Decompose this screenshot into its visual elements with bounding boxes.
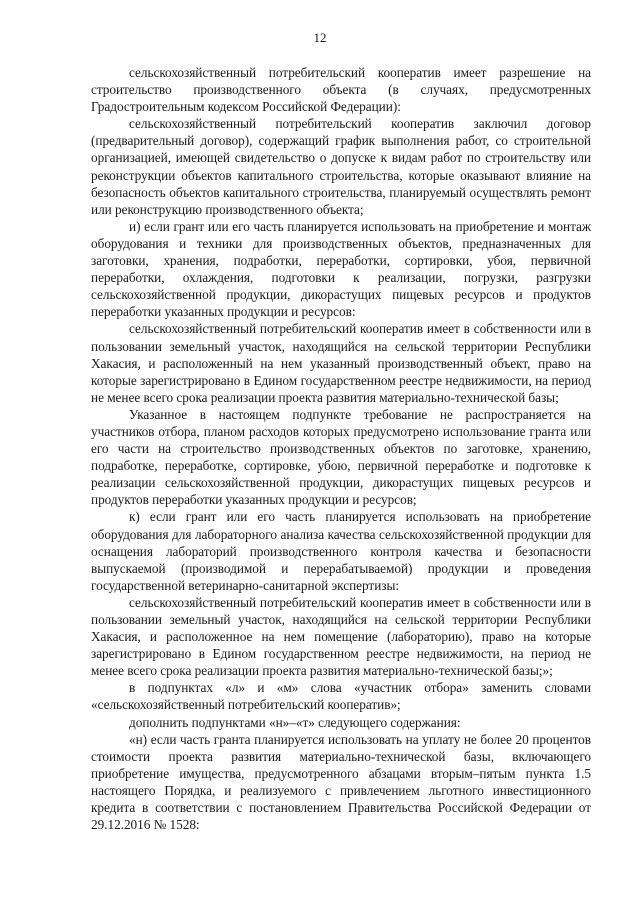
paragraph: «н) если часть гранта планируется использовать на уплату не более 20 процентов стоимости проекта развития материально-технической базы, включающего приобретение имущества, предусмотренного абзацами вторым–пятым пункта 1.5 настоящего Порядка, и реализуемого с привлечением льготного инвестиционного кредита в соответствии с постановлением Правительства Российской Федерации от 29.12.2016 № 1528: (91, 731, 591, 833)
page-number: 12 (313, 30, 327, 45)
paragraph: к) если грант или его часть планируется использовать на приобретение оборудования для лабораторного анализа качества сельскохозяйственной продукции для оснащения лабораторий производственного контроля качества и безопасности выпускаемой (производимой и перерабатываемой) продукции и проведения государственной ветеринарно-санитарной экспертизы: (91, 509, 591, 593)
paragraph: Указанное в настоящем подпункте требование не распространяется на участников отбора, планом расходов которых предусмотрено использование гранта или его части на строительство производственных объектов по заготовке, хранению, подработке, переработке, сортировке, убою, первичной переработке и подготовке к реализации сельскохозяйственной продукции, дикорастущих пищевых ресурсов и продуктов переработки указанных продукции и ресурсов; (91, 406, 591, 508)
paragraph: сельскохозяйственный потребительский кооператив имеет в собственности или в пользовании земельный участок, находящийся на сельской территории Республики Хакасия, и расположенный на нем указанный производственный объект, право на которые зарегистрировано в Едином государственном реестре недвижимости, на период не менее всего срока реализации проекта развития материально-технической базы; (91, 321, 591, 405)
paragraph: в подпунктах «л» и «м» слова «участник отбора» заменить словами «сельскохозяйственный потребительский кооператив»; (91, 680, 591, 713)
paragraph: сельскохозяйственный потребительский кооператив заключил договор (предварительный договор), содержащий график выполнения работ, со строительной организацией, имеющей свидетельство о допуске к видам работ по строительству или реконструкции объектов капитального строительства, которые оказывают влияние на безопасность объектов капитального строительства, планируемый осуществлять ремонт или реконструкцию производственного объекта; (91, 116, 591, 217)
paragraph: сельскохозяйственный потребительский кооператив имеет в собственности или в пользовании земельный участок, находящийся на сельской территории Республики Хакасия, и расположенное на нем помещение (лабораторию), право на которые зарегистрировано в Едином государственном реестре недвижимости, на период не менее всего срока реализации проекта развития материально-технической базы;»; (91, 594, 591, 679)
paragraph: и) если грант или его часть планируется использовать на приобретение и монтаж оборудования и техники для производственных объектов, предназначенных для заготовки, хранения, подработки, переработки, сортировки, убоя, первичной переработки, охлаждения, подготовки к реализации, погрузки, разгрузки сельскохозяйственной продукции, дикорастущих пищевых ресурсов и продуктов переработки указанных продукции и ресурсов: (91, 218, 591, 320)
paragraph: сельскохозяйственный потребительский кооператив имеет разрешение на строительство производственного объекта (в случаях, предусмотренных Градостроительным кодексом Российской Федерации): (91, 65, 591, 115)
paragraph: дополнить подпунктами «н»–«т» следующего содержания: (129, 714, 461, 730)
document-body (91, 64, 591, 833)
